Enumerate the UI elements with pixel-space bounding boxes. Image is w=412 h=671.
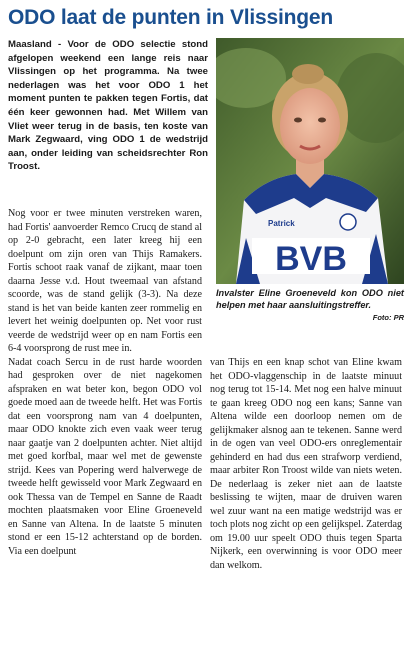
body-paragraph: van Thijs en een knap schot van Eline kwam het ODO-vlaggenschip in de laatste minuut nog terug tot 15-14. Met nog een halve minuut te gaan kreeg ODO nog een kans; Sanne van Altena wilde een doorloop nemen om de gelijkmaker alsnog aan te tekenen. Sanne werd in de ogen van veel ODO-ers onreglementair gehinderd en had dus een strafworp verdiend, maar arbiter Ron Troost wilde van niets weten. De nederlaag is zeker niet aan de laatste beslissing te wijten, maar de druiven waren wel zuur want na een matige wedstrijd was er toch plots nog zicht op een gelijkspel. Zaterdag om 19.00 uur speelt ODO thuis tegen Sparta Nijkerk, een overwinning is voor ODO meer dan welkom. <box>210 357 402 571</box>
body-paragraph: Nadat coach Sercu in de rust harde woorden had gesproken over de niet nagekomen afspraken en wat beter kon, begon ODO vol goede moed aan de tweede helft. Het was Fortis dat een voorsprong nam van 4 doelpunten, maar ODO knokte zich even vaak weer terug naar gaatje van 2 doelpunten achter. Niet altijd met goed korfbal, maar wel met de gewenste strijd. Kees van Popering werd halverwege de tweede helft gewisseld voor Mark Zegwaard en ook Thessa van de Tempel en Sanne de Raadt mochten plaatsmaken voor Eline Groeneveld en Sanne van Altena. In de laatste 5 minuten stond er een 15-12 achterstand op de borden. Via een doelpunt <box>8 356 202 557</box>
photo-caption: Invalster Eline Groeneveld kon ODO niet helpen met haar aansluitingstreffer. <box>216 288 404 311</box>
jersey-brand: Patrick <box>268 219 295 228</box>
photo-credit: Foto: PR <box>372 312 404 322</box>
body-column-right <box>210 356 402 572</box>
body-column-left <box>8 207 202 558</box>
jersey-sponsor: BVB <box>275 240 347 278</box>
player-photo <box>216 38 404 284</box>
body-paragraph: Nog voor er twee minuten verstreken waren, had Fortis' aanvoerder Remco Crucq de stand al op 2-0 gebracht, een later kreeg hij een doelpunt om zijn oren van Thijs Ramakers. Fortis schoot raak vanaf de zijkant, maar toen daarna Jesse v.d. Hout tweemaal van afstand scoorde, was de stand gelijk (3-3). Na deze stand is het van beide kanten zeer rommelig en levert het weinig doelpunten op. Net voor rust veerde de wedstrijd weer op en nam Fortis een 6-4 voorsprong de rust mee in. <box>8 208 202 354</box>
photo-column <box>216 38 404 322</box>
headline: ODO laat de punten in Vlissingen <box>8 6 333 29</box>
lead-paragraph: Maasland - Voor de ODO selectie stond afgelopen weekend een lange reis naar Vlissingen op het programma. Na twee nederlagen was het voor ODO 1 het moment punten te pakken tegen Fortis, dat één keer gewonnen had. Met Willem van Vliet weer terug in de basis, ten koste van Mark Zegwaard, ving ODO 1 de wedstrijd aan, onder leiding van scheidsrechter Ron Troost. <box>8 39 208 173</box>
